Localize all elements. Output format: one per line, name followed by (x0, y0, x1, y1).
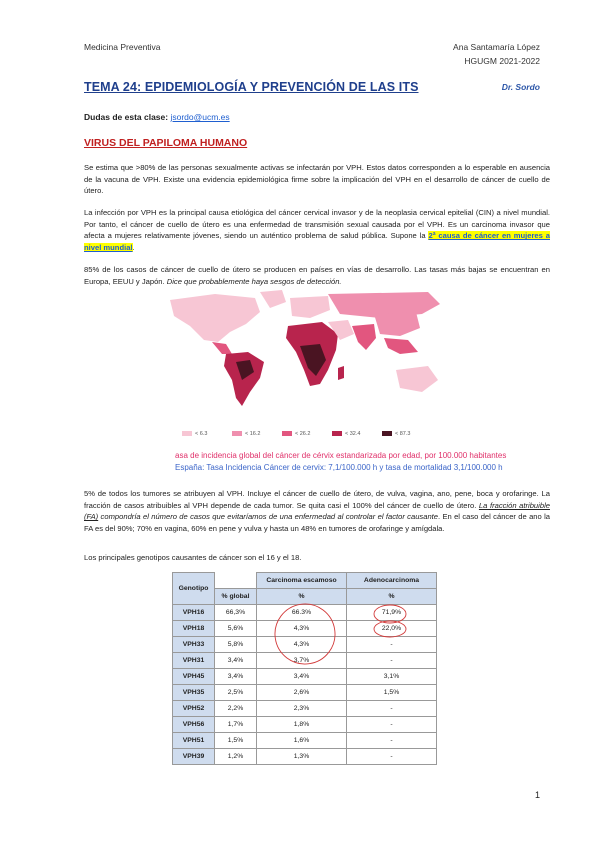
contact-line (84, 112, 230, 122)
cell-squamous: 1,3% (257, 749, 347, 765)
col-header-genotype: Genotipo (173, 573, 215, 605)
cell-squamous: 4,3% (257, 621, 347, 637)
world-map-svg (160, 288, 450, 410)
cell-global: 2,5% (215, 685, 257, 701)
cell-adeno: - (347, 701, 437, 717)
col-header-pct-squamous: % (257, 589, 347, 605)
paragraph-etiology-end: . (132, 242, 135, 252)
paragraph-etiology-text: La infección por VPH es la principal causa etiológica del cáncer cervical invasor y de la neoplasia cervical epitelial (CIN) a nivel mundial. Por tanto, el cáncer de cuello de útero es una enfermedad de transmisión sexual causada por el VPH. Es un carcinoma invasor que afecta a mujeres relativamente jóvenes, siendo un auténtico problema de salud pública. Supone la (84, 208, 550, 241)
table-row (173, 685, 437, 701)
legend-label: < 87.3 (395, 431, 411, 437)
cell-genotype: VPH33 (173, 637, 215, 653)
map-legend-item-4 (332, 431, 360, 437)
col-header-adeno: Adenocarcinoma (347, 573, 437, 589)
header-author: Ana Santamaría López (453, 42, 540, 52)
legend-label: < 26.2 (295, 431, 311, 437)
legend-swatch (382, 431, 392, 436)
cell-global: 2,2% (215, 701, 257, 717)
map-legend-item-1 (182, 431, 207, 437)
paragraph-genotypes: Los principales genotipos causantes de cáncer son el 16 y el 18. (84, 553, 302, 562)
cell-adeno: - (347, 733, 437, 749)
legend-label: < 16.2 (245, 431, 261, 437)
legend-swatch (232, 431, 242, 436)
cell-adeno: 71,9% (347, 605, 437, 621)
map-legend-item-2 (232, 431, 260, 437)
cell-genotype: VPH18 (173, 621, 215, 637)
map-caption-spain: España: Tasa Incidencia Cáncer de cervix: 7,1/100.000 h y tasa de mortalidad 3,1/100.000 h (175, 463, 503, 472)
paragraph-attributable (84, 488, 550, 534)
header-hospital-year: HGUGM 2021-2022 (464, 56, 540, 66)
legend-label: < 6.3 (195, 431, 208, 437)
cell-squamous: 2,3% (257, 701, 347, 717)
paragraph-attributable-text: 5% de todos los tumores se atribuyen al VPH. Incluye el cáncer de cuello de útero, de vulva, vagina, ano, pene, boca y orofaringe. La fracción de casos atribuibles al VPH depende de cada tumor. Se quita casi el 100% del cáncer de cuello de útero. (84, 489, 550, 510)
col-header-global: % global (215, 589, 257, 605)
cell-genotype: VPH31 (173, 653, 215, 669)
legend-swatch (282, 431, 292, 436)
cell-squamous: 4,3% (257, 637, 347, 653)
paragraph-geography-text: 85% de los casos de cáncer de cuello de útero se producen en países en vías de desarrollo. Las tasas más bajas se encuentran en Europa, EEUU y Japón. (84, 265, 550, 286)
paragraph-attributable-end: . En el caso del cáncer de ano la FA es del 90%; 70% en vagina, 60% en pene y vulva y hasta un 48% en tumores de orofaringe y amígdala. (84, 512, 550, 533)
contact-label: Dudas de esta clase: (84, 112, 169, 122)
attributable-fraction-term: La fracción atribuible (FA) (84, 500, 550, 522)
cell-genotype: VPH51 (173, 733, 215, 749)
legend-swatch (332, 431, 342, 436)
cell-adeno: - (347, 653, 437, 669)
cell-global: 1,7% (215, 717, 257, 733)
page-number: 1 (534, 790, 540, 800)
legend-label: < 32.4 (345, 431, 361, 437)
cell-adeno: - (347, 717, 437, 733)
map-legend-item-3 (282, 431, 310, 437)
paragraph-geography-note: Dice que probablemente haya sesgos de detección. (166, 276, 342, 286)
handwritten-annotation-circles (260, 600, 420, 680)
cell-genotype: VPH39 (173, 749, 215, 765)
col-header-squamous: Carcinoma escamoso (257, 573, 347, 589)
table-row (173, 717, 437, 733)
col-header-pct-adeno: % (347, 589, 437, 605)
cell-global: 5,6% (215, 621, 257, 637)
paragraph-etiology (84, 207, 550, 253)
legend-swatch (182, 431, 192, 436)
cell-adeno: - (347, 637, 437, 653)
table-row (173, 701, 437, 717)
cell-genotype: VPH16 (173, 605, 215, 621)
cell-squamous: 3,7% (257, 653, 347, 669)
cell-squamous: 2,6% (257, 685, 347, 701)
cell-squamous: 1,8% (257, 717, 347, 733)
cell-global: 1,2% (215, 749, 257, 765)
highlight-second-cause: 2ª causa de cáncer en mujeres a nivel mundial (84, 231, 550, 252)
contact-email-link[interactable]: jsordo@ucm.es (170, 112, 230, 122)
cell-squamous: 66.3% (257, 605, 347, 621)
attributable-fraction-def: compondría el número de casos que evitaríamos de una enfermedad al controlar el factor causante (100, 512, 439, 522)
cell-global: 5,8% (215, 637, 257, 653)
cell-genotype: VPH52 (173, 701, 215, 717)
paragraph-prevalence: Se estima que >80% de las personas sexualmente activas se infectarán por VPH. Estos datos corresponden a lo esperable en ausencia de la vacuna de VPH. Existe una evidencia epidemiológica firme sobre la implicación del VPH en el desarrollo de cáncer de cuello de útero. (84, 163, 550, 196)
paragraph-geography (84, 264, 550, 287)
cell-genotype: VPH35 (173, 685, 215, 701)
cell-global: 3,4% (215, 669, 257, 685)
table-row (173, 749, 437, 765)
cell-adeno: 22,0% (347, 621, 437, 637)
cell-squamous: 3,4% (257, 669, 347, 685)
cell-adeno: - (347, 749, 437, 765)
cell-squamous: 1,6% (257, 733, 347, 749)
page-title: TEMA 24: EPIDEMIOLOGÍA Y PREVENCIÓN DE LAS ITS (84, 80, 419, 94)
lecturer-name: Dr. Sordo (501, 82, 540, 92)
cell-global: 66,3% (215, 605, 257, 621)
header-course: Medicina Preventiva (84, 42, 161, 52)
cell-global: 3,4% (215, 653, 257, 669)
cell-genotype: VPH45 (173, 669, 215, 685)
table-row (173, 733, 437, 749)
section-title: VIRUS DEL PAPILOMA HUMANO (84, 137, 248, 149)
cell-genotype: VPH56 (173, 717, 215, 733)
map-caption-global: asa de incidencia global del cáncer de cérvix estandarizada por edad, por 100.000 habitantes (175, 451, 507, 460)
cell-adeno: 1,5% (347, 685, 437, 701)
cell-global: 1,5% (215, 733, 257, 749)
cell-adeno: 3,1% (347, 669, 437, 685)
map-legend-item-5 (382, 431, 410, 437)
world-incidence-map (160, 288, 450, 410)
